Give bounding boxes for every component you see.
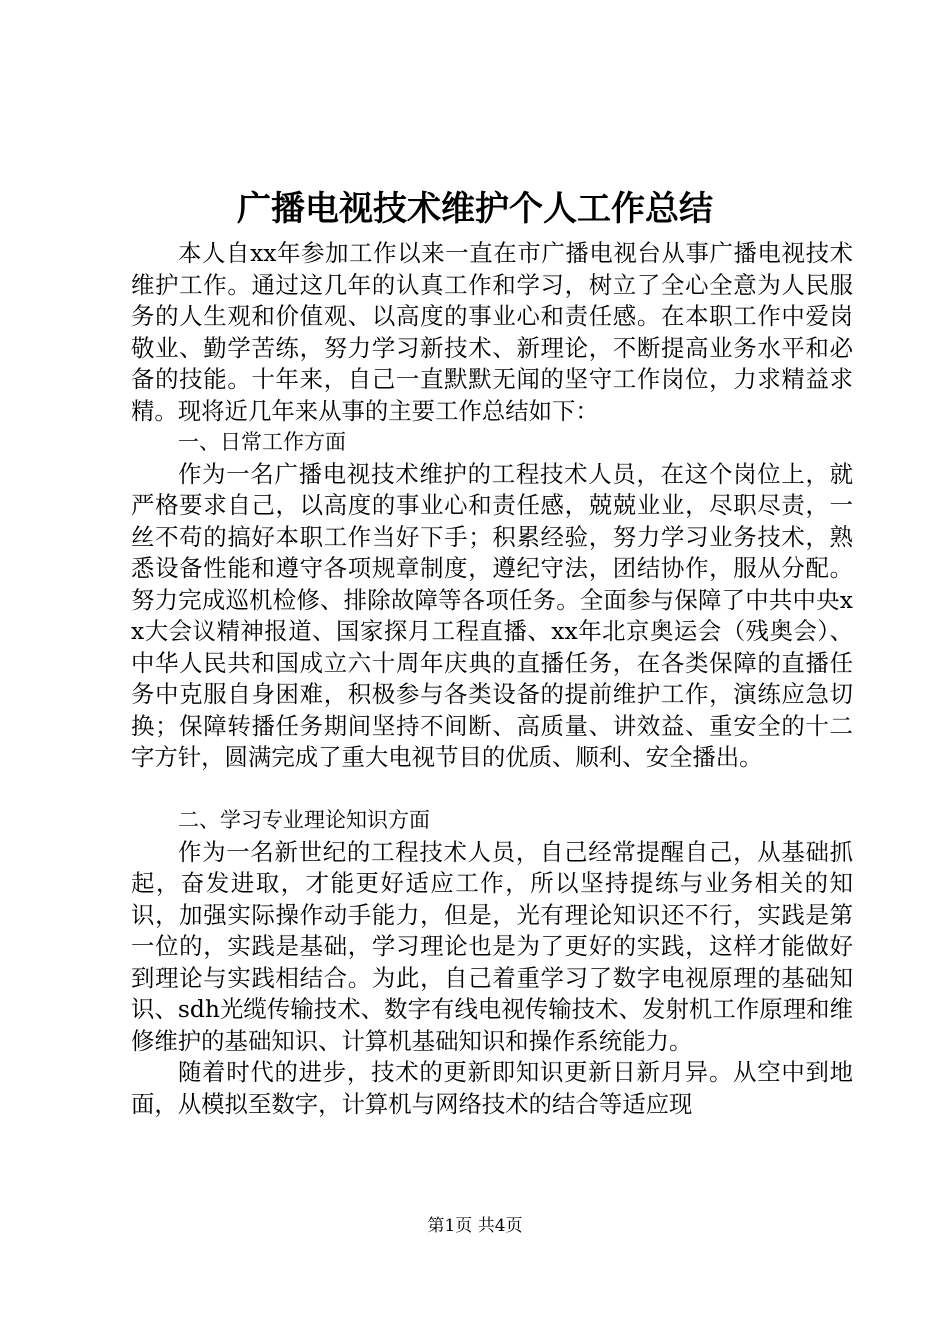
tech-progress-paragraph: 随着时代的进步，技术的更新即知识更新日新月异。从空中到地面，从模拟至数字，计算机与网络技术的结合等适应现: [131, 1058, 853, 1118]
document-title: 广播电视技术维护个人工作总结: [237, 189, 713, 229]
page-footer: 第1页 共4页: [427, 1216, 523, 1236]
blank-line: [131, 774, 853, 806]
section-heading-theory-study: 二、学习专业理论知识方面: [178, 808, 430, 832]
document-body: [131, 238, 853, 1120]
theory-study-paragraph: 作为一名新世纪的工程技术人员，自己经常提醒自己，从基础抓起，奋发进取，才能更好适应工作，所以坚持提练与业务相关的知识，加强实际操作动手能力，但是，光有理论知识还不行，实践是第一位的，实践是基础，学习理论也是为了更好的实践，这样才能做好到理论与实践相结合。为此，自己着重学习了数字电视原理的基础知识、sdh光缆传输技术、数字有线电视传输技术、发射机工作原理和维修维护的基础知识、计算机基础知识和操作系统能力。: [131, 837, 853, 1055]
intro-paragraph: 本人自xx年参加工作以来一直在市广播电视台从事广播电视技术维护工作。通过这几年的认真工作和学习，树立了全心全意为人民服务的人生观和价值观、以高度的事业心和责任感。在本职工作中爱岗敬业、勤学苦练，努力学习新技术、新理论，不断提高业务水平和必备的技能。十年来，自己一直默默无闻的坚守工作岗位，力求精益求精。现将近几年来从事的主要工作总结如下：: [131, 239, 853, 425]
section-heading-daily-work: 一、日常工作方面: [178, 430, 346, 454]
daily-work-paragraph: 作为一名广播电视技术维护的工程技术人员，在这个岗位上，就严格要求自己，以高度的事业心和责任感，兢兢业业，尽职尽责，一丝不苟的搞好本职工作当好下手；积累经验，努力学习业务技术，熟悉设备性能和遵守各项规章制度，遵纪守法，团结协作，服从分配。努力完成巡机检修、排除故障等各项任务。全面参与保障了中共中央xx大会议精神报道、国家探月工程直播、xx年北京奥运会（残奥会）、中华人民共和国成立六十周年庆典的直播任务，在各类保障的直播任务中克服自身困难，积极参与各类设备的提前维护工作，演练应急切换；保障转播任务期间坚持不间断、高质量、讲效益、重安全的十二字方针，圆满完成了重大电视节目的优质、顺利、安全播出。: [131, 459, 853, 771]
